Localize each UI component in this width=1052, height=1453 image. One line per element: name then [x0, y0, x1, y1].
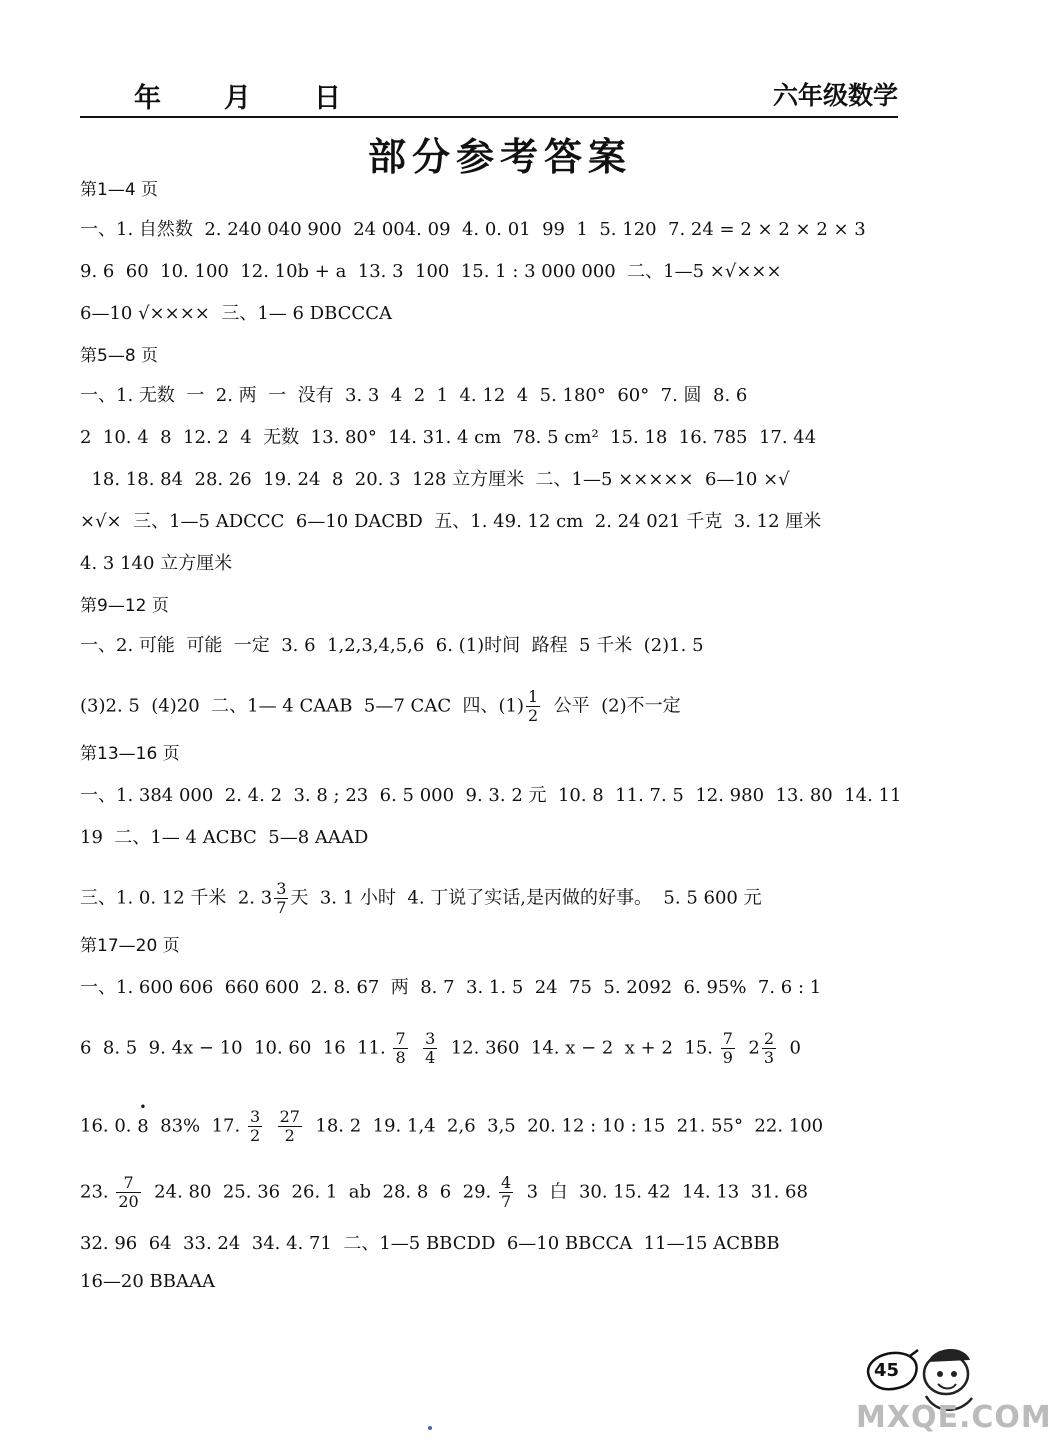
fraction-denominator: 3 — [763, 1048, 774, 1067]
watermark: MXQE.COM — [856, 1400, 1052, 1435]
answer-text: ×√× 三、1—5 ADCCC 6—10 DACBD 五、1. 49. 12 cm 2. 24 021 千克 3. 12 厘米 — [80, 511, 822, 532]
answer-line — [80, 218, 866, 242]
fraction — [499, 1174, 513, 1211]
fraction-numerator: 7 — [395, 1029, 406, 1048]
answer-text: 2 10. 4 8 12. 2 4 无数 13. 80° 14. 31. 4 cm 78. 5 cm² 15. 18 16. 785 17. 44 — [80, 427, 817, 448]
answer-text: 23. — [80, 1181, 115, 1203]
answer-line — [80, 1232, 780, 1256]
fraction — [274, 880, 288, 917]
fraction-numerator: 3 — [425, 1029, 436, 1048]
fraction-denominator: 2 — [249, 1126, 261, 1145]
answer-line — [80, 302, 392, 326]
section-heading: 第1—4 页 — [80, 180, 159, 200]
answer-text: 18. 2 19. 1,4 2,6 3,5 20. 12 : 10 : 15 21. 55° 22. 100 — [303, 1115, 824, 1137]
section-heading: 第17—20 页 — [80, 936, 180, 956]
decorative-dot — [428, 1426, 432, 1430]
answer-line — [80, 1030, 801, 1067]
answer-text: 公平 (2)不一定 — [542, 695, 681, 717]
page-header — [80, 72, 898, 116]
answer-line — [80, 634, 704, 658]
answer-line — [80, 976, 821, 1000]
repeating-decimal-digit: • 8 — [137, 1115, 148, 1139]
answer-text: 一、1. 无数 一 2. 两 一 没有 3. 3 4 2 1 4. 12 4 5. 180° 60° 7. 圆 8. 6 — [80, 385, 748, 406]
day-label: 日 — [314, 83, 342, 114]
answer-line — [80, 260, 782, 284]
fraction-denominator: 8 — [395, 1048, 406, 1067]
year-label: 年 — [134, 83, 162, 114]
answer-text: 一、1. 自然数 2. 240 040 900 24 004. 09 4. 0. 01 99 1 5. 120 7. 24 = 2 × 2 × 2 × 3 — [80, 219, 866, 240]
fraction — [762, 1030, 776, 1067]
answer-line — [80, 426, 816, 450]
answer-text: 天 3. 1 小时 4. 丁说了实话,是丙做的好事。 5. 5 600 元 — [290, 887, 762, 909]
fraction-numerator: 3 — [249, 1107, 261, 1126]
answer-text: 83% 17. — [148, 1115, 246, 1137]
fraction — [248, 1108, 262, 1145]
answer-text: 一、1. 600 606 660 600 2. 8. 67 两 8. 7 3. 1. 5 24 75 5. 2092 6. 95% 7. 6 : 1 — [80, 977, 822, 998]
answer-text: 16. 0. — [80, 1115, 138, 1137]
answer-line — [80, 510, 821, 534]
fraction — [423, 1030, 437, 1067]
answer-text: 三、1. 0. 12 千米 2. 3 — [80, 887, 273, 909]
answer-text: 12. 360 14. x − 2 x + 2 15. — [439, 1037, 719, 1059]
fraction-numerator: 2 — [763, 1029, 774, 1048]
answer-text: 32. 96 64 33. 24 34. 4. 71 二、1—5 BBCDD 6—10 BBCCA 11—15 ACBBB — [80, 1233, 780, 1254]
section-heading: 第9—12 页 — [80, 596, 169, 616]
fraction-numerator: 3 — [276, 879, 287, 898]
fraction-numerator: 7 — [722, 1029, 733, 1048]
answer-text: (3)2. 5 (4)20 二、1— 4 CAAB 5—7 CAC 四、(1) — [80, 695, 525, 717]
subject-label: 六年级数学 — [772, 81, 898, 110]
fraction-denominator: 9 — [722, 1048, 733, 1067]
fraction-denominator: 20 — [118, 1192, 139, 1211]
fraction — [526, 688, 540, 725]
fraction — [721, 1030, 735, 1067]
answer-text: 6 8. 5 9. 4x − 10 10. 60 16 11. — [80, 1037, 392, 1059]
answer-text: 9. 6 60 10. 100 12. 10b + a 13. 3 100 15. 1 : 3 000 000 二、1—5 ×√××× — [80, 261, 782, 282]
answer-text: 18. 18. 84 28. 26 19. 24 8 20. 3 128 立方厘米 二、1—5 ××××× 6—10 ×√ — [80, 469, 790, 490]
fraction — [116, 1174, 140, 1211]
answer-line — [80, 552, 232, 576]
page-number-badge — [862, 1342, 922, 1394]
answer-line — [80, 384, 747, 408]
fraction-denominator: 4 — [425, 1048, 436, 1067]
answer-text: 4. 3 140 立方厘米 — [80, 553, 233, 574]
fraction-numerator: 27 — [279, 1107, 300, 1126]
answer-line — [80, 1174, 808, 1211]
section-heading: 第13—16 页 — [80, 744, 180, 764]
date-fields — [134, 76, 404, 115]
answer-line — [80, 468, 790, 492]
fraction-denominator: 7 — [276, 898, 287, 917]
answer-line — [80, 784, 901, 808]
answer-line — [80, 826, 368, 850]
answer-text: 2 — [736, 1037, 760, 1059]
answer-line — [80, 1270, 215, 1294]
answer-text: 6—10 √×××× 三、1— 6 DBCCCA — [80, 303, 392, 324]
fraction-denominator: 2 — [284, 1126, 295, 1145]
answer-text: 19 二、1— 4 ACBC 5—8 AAAD — [80, 827, 369, 848]
answer-text: 0 — [778, 1037, 801, 1059]
answer-text: 一、1. 384 000 2. 4. 2 3. 8 ; 23 6. 5 000 9. 3. 2 元 10. 8 11. 7. 5 12. 980 13. 80 14. 11 — [80, 785, 902, 806]
answer-line — [80, 688, 681, 725]
fraction-numerator: 1 — [528, 687, 539, 706]
fraction-denominator: 2 — [528, 706, 539, 725]
fraction — [393, 1030, 407, 1067]
answer-line — [80, 1108, 823, 1145]
answer-text — [264, 1116, 275, 1137]
answer-text — [410, 1038, 421, 1059]
answer-text: 24. 80 25. 36 26. 1 ab 28. 8 6 29. — [142, 1181, 497, 1203]
answer-line — [80, 880, 762, 917]
month-label: 月 — [224, 83, 252, 114]
fraction-numerator: 4 — [500, 1173, 512, 1192]
fraction — [278, 1108, 302, 1145]
header-rule — [80, 116, 898, 118]
page-title: 部分参考答案 — [367, 135, 632, 179]
fraction-numerator: 7 — [116, 1174, 140, 1193]
answer-text: 16—20 BBAAA — [80, 1271, 215, 1292]
answer-text: 一、2. 可能 可能 一定 3. 6 1,2,3,4,5,6 6. (1)时间 路程 5 千米 (2)1. 5 — [80, 635, 704, 656]
section-heading: 第5—8 页 — [80, 346, 159, 366]
page-number: 45 — [874, 1360, 900, 1381]
fraction-denominator: 7 — [500, 1192, 512, 1211]
answer-text: 3 白 30. 15. 42 14. 13 31. 68 — [515, 1181, 808, 1203]
